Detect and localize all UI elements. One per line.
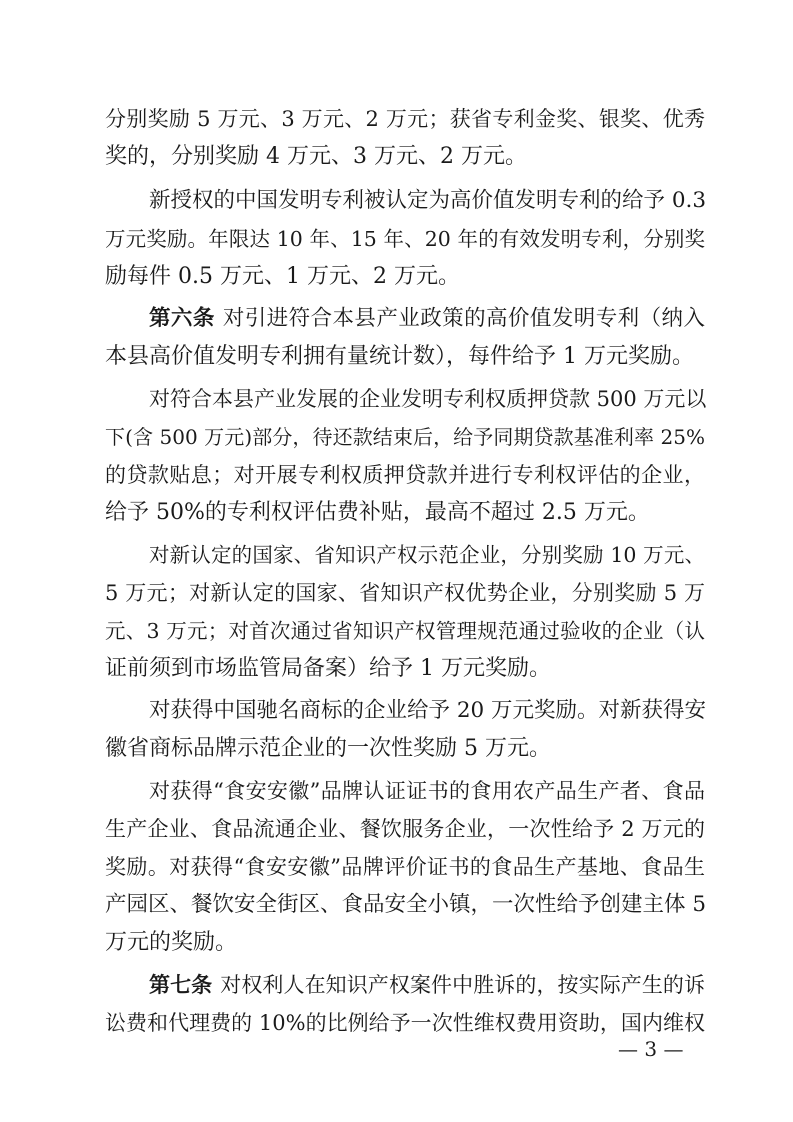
text-line: 对符合本县产业发展的企业发明专利权质押贷款 500 万元以 bbox=[149, 387, 707, 411]
text-line: 对获得中国驰名商标的企业给予 20 万元奖励。对新获得安 bbox=[149, 698, 707, 723]
text-line: 产园区、餐饮安全街区、食品安全小镇，一次性给予创建主体 5 bbox=[105, 892, 707, 917]
text-line: 5 万元；对新认定的国家、省知识产权优势企业，分别奖励 5 万 bbox=[105, 581, 705, 605]
article-label: 第七条 bbox=[149, 973, 213, 997]
text-line: 讼费和代理费的 10%的比例给予一次性维权费用资助，国内维权 bbox=[105, 1011, 705, 1035]
text-line: 奖的，分别奖励 4 万元、3 万元、2 万元。 bbox=[105, 144, 527, 169]
text-line: 新授权的中国发明专利被认定为高价值发明专利的给予 0.3 bbox=[149, 188, 707, 213]
article-label: 第六条 bbox=[149, 306, 215, 331]
text-line: 生产企业、食品流通企业、餐饮服务企业，一次性给予 2 万元的 bbox=[105, 817, 705, 841]
text-line: 证前须到市场监管局备案）给予 1 万元奖励。 bbox=[105, 656, 551, 681]
text-line: 本县高价值发明专利拥有量统计数），每件给予 1 万元奖励。 bbox=[105, 344, 694, 369]
page-number: — 3 — bbox=[618, 1037, 684, 1061]
text-line: 徽省商标品牌示范企业的一次性奖励 5 万元。 bbox=[105, 736, 551, 761]
text-line: 给予 50%的专利权评估费补贴，最高不超过 2.5 万元。 bbox=[105, 500, 650, 525]
article-text: 对引进符合本县产业政策的高价值发明专利（纳入 bbox=[222, 306, 705, 331]
text-line: 下(含 500 万元)部分，待还款结束后，给予同期贷款基准利率 25% bbox=[105, 425, 705, 449]
text-line bbox=[105, 304, 705, 334]
text-line: 万元的奖励。 bbox=[105, 930, 238, 955]
article-text: 对权利人在知识产权案件中胜诉的，按实际产生的诉 bbox=[220, 973, 706, 997]
text-line: 的贷款贴息；对开展专利权质押贷款并进行专利权评估的企业， bbox=[105, 463, 705, 487]
text-line: 对获得“食安安徽”品牌认证证书的食用农产品生产者、食品 bbox=[149, 779, 705, 803]
text-line: 奖励。对获得“食安安徽”品牌评价证书的食品生产基地、食品生 bbox=[105, 855, 705, 879]
text-line: 对新认定的国家、省知识产权示范企业，分别奖励 10 万元、 bbox=[149, 543, 705, 567]
text-line: 万元奖励。年限达 10 年、15 年、20 年的有效发明专利，分别奖 bbox=[105, 227, 705, 251]
text-line: 分别奖励 5 万元、3 万元、2 万元；获省专利金奖、银奖、优秀 bbox=[105, 107, 705, 131]
text-line: 元、3 万元；对首次通过省知识产权管理规范通过验收的企业（认 bbox=[105, 619, 705, 643]
text-line bbox=[105, 970, 705, 1000]
text-line: 励每件 0.5 万元、1 万元、2 万元。 bbox=[105, 264, 460, 289]
